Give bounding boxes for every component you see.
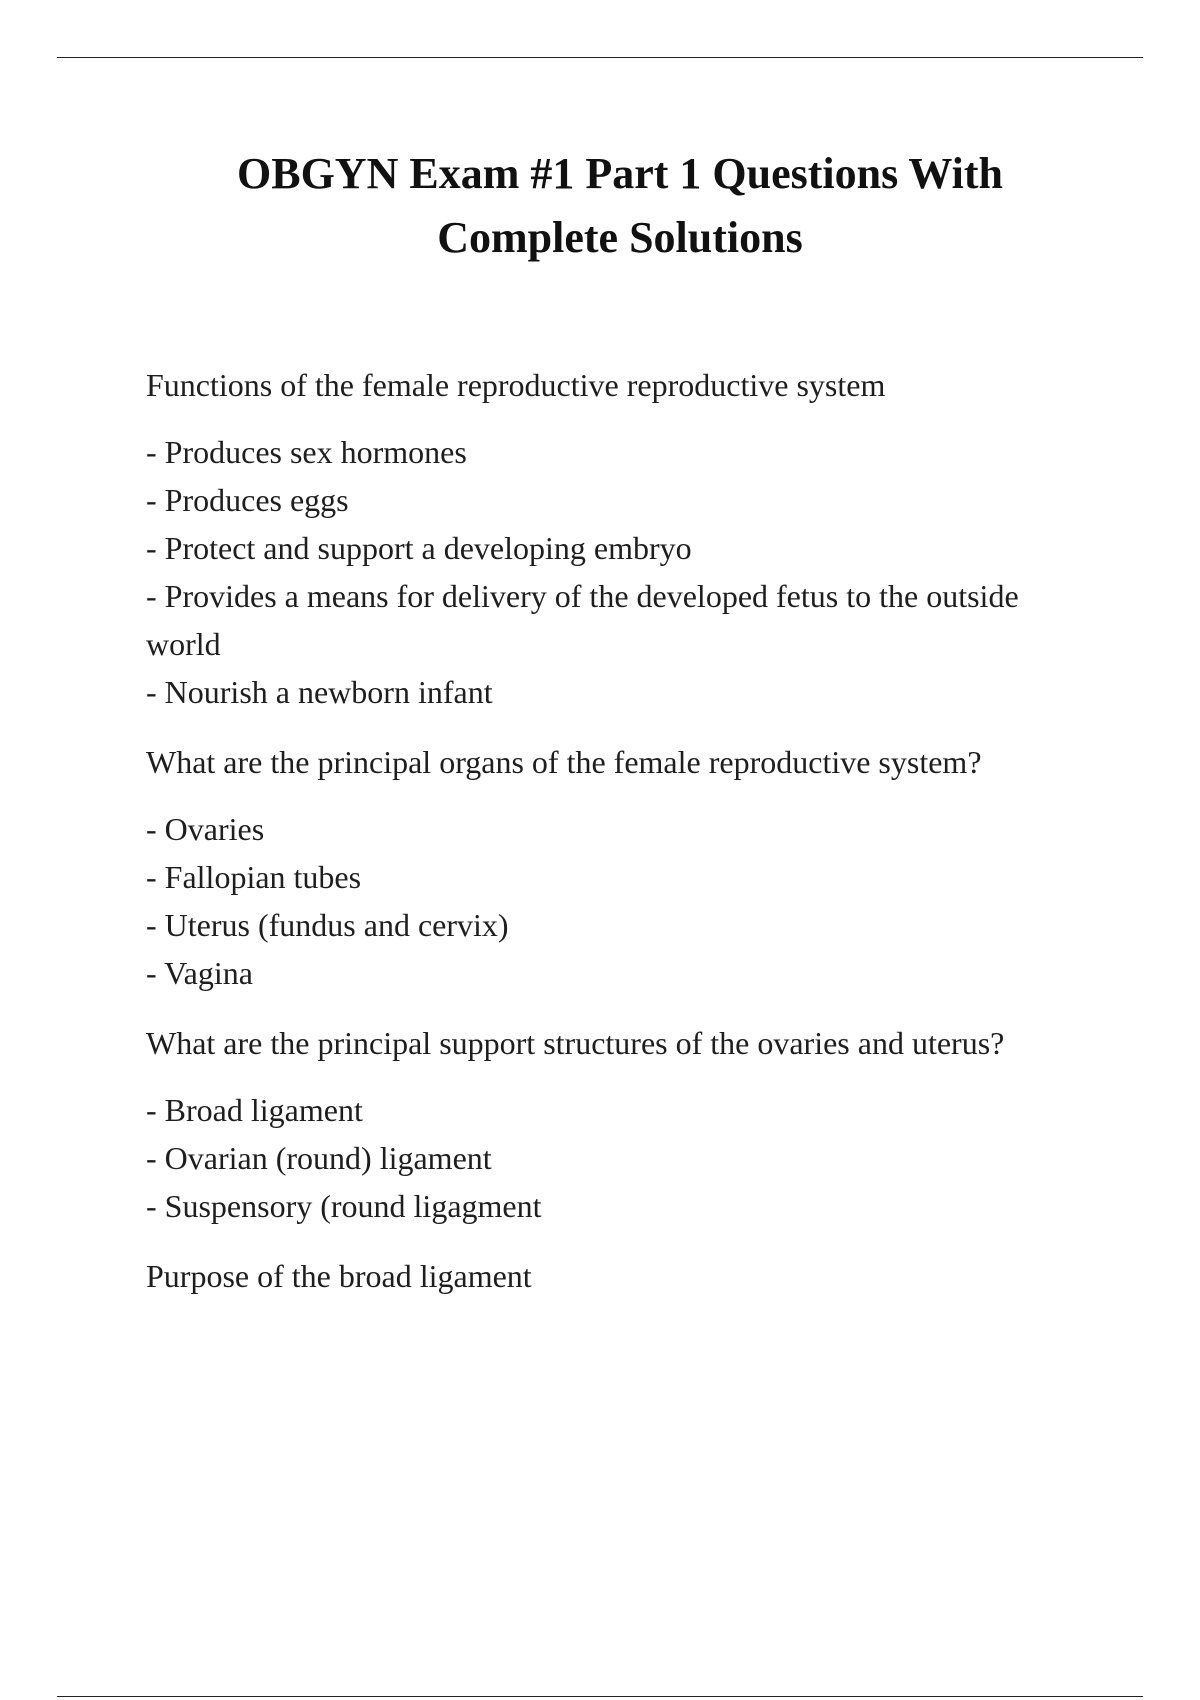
answer-item: - Ovarian (round) ligament <box>146 1140 492 1176</box>
document-title <box>120 142 1120 270</box>
title-line-2: Complete Solutions <box>437 213 803 262</box>
answer-item: - Produces sex hormones <box>146 434 467 470</box>
answer-list-2 <box>146 805 1066 997</box>
answer-item: - Broad ligament <box>146 1092 363 1128</box>
title-line-1: OBGYN Exam #1 Part 1 Questions With <box>237 149 1003 198</box>
question-3: What are the principal support structures of the ovaries and uterus? <box>146 1025 1005 1061</box>
answer-item: - Fallopian tubes <box>146 859 362 895</box>
answer-item: - Suspensory (round ligagment <box>146 1188 542 1224</box>
answer-item: - Ovaries <box>146 811 265 847</box>
top-divider <box>57 57 1143 58</box>
question-4: Purpose of the broad ligament <box>146 1258 532 1294</box>
answer-item: - Uterus (fundus and cervix) <box>146 907 509 943</box>
answer-item: - Produces eggs <box>146 482 349 518</box>
bottom-divider <box>57 1696 1143 1697</box>
answer-item: - Provides a means for delivery of the developed fetus to the outside world <box>146 578 1019 662</box>
answer-item: - Nourish a newborn infant <box>146 674 493 710</box>
question-1: Functions of the female reproductive reproductive system <box>146 367 886 403</box>
qa-content <box>146 361 1066 1300</box>
answer-item: - Protect and support a developing embryo <box>146 530 692 566</box>
answer-item: - Vagina <box>146 955 253 991</box>
answer-list-3 <box>146 1086 1066 1230</box>
answer-list-1 <box>146 428 1066 716</box>
question-2: What are the principal organs of the female reproductive system? <box>146 744 982 780</box>
